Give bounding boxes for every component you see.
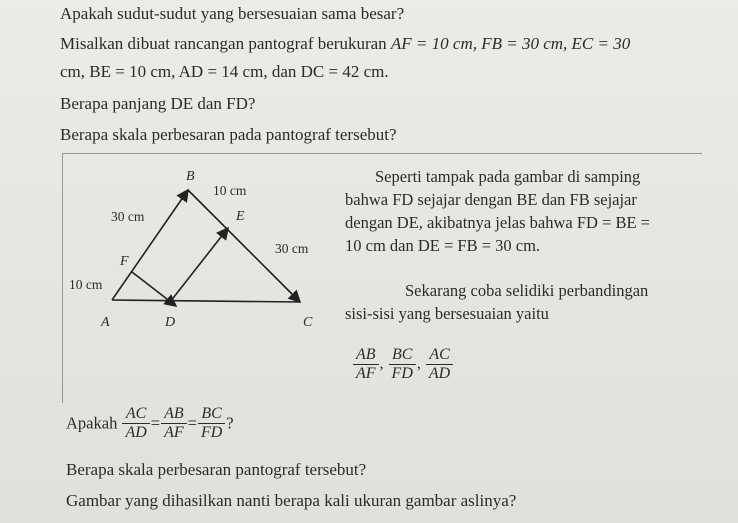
point-f: F [120,254,129,269]
explain-line-4: 10 cm dan DE = FB = 30 cm. [345,236,541,255]
explanation-paragraph-2 [345,279,700,325]
point-c: C [303,315,313,330]
point-e: E [236,209,245,224]
explain-line-1: Seperti tampak pada gambar di samping [375,167,641,186]
equals-1: = [150,413,161,433]
box-top-border [62,153,702,154]
question-pantograph-line1 [60,34,630,54]
ratio-sep-2: , [416,355,421,373]
pantograph-intro-text: Misalkan dibuat rancangan pantograf berukuran [60,34,387,53]
apakah-label: Apakah [66,413,118,433]
question-times-size: Gambar yang dihasilkan nanti berapa kali ukuran gambar aslinya? [66,491,517,510]
explain-line-6: sisi-sisi yang bersesuaian yaitu [345,304,549,323]
side-ab [112,190,188,300]
side-ac [112,300,300,302]
label-af: 10 cm [69,277,103,292]
explanation-paragraph-1 [345,165,700,257]
explain-line-5: Sekarang coba selidiki perbandingan [405,281,649,300]
question-mark: ? [226,413,234,433]
pantograph-measurements: AF = 10 cm, FB = 30 cm, EC = 30 [390,34,631,53]
eq-ratio-ab-af: $\frac{AB}{AF}$ [161,405,187,442]
ratios-list [352,346,454,383]
ratio-ac-ad: $\frac{AC}{AD}$ [426,346,453,383]
question-pantograph-line2: cm, BE = 10 cm, AD = 14 cm, dan DC = 42 cm. [60,62,389,81]
question-scale-2: Berapa skala perbesaran pantograf tersebut? [66,460,367,479]
point-b: B [186,169,195,184]
eq-ratio-ac-ad: $\frac{AC}{AD}$ [122,405,149,442]
question-scale: Berapa skala perbesaran pada pantograf tersebut? [60,125,397,144]
label-be: 10 cm [213,183,247,198]
segment-de [170,228,228,302]
point-d: D [165,315,176,330]
question-ratio-equality [66,405,234,442]
label-ec: 30 cm [275,241,309,256]
ratio-sep-1: , [379,355,384,373]
question-de-fd: Berapa panjang DE dan FD? [60,94,256,113]
point-a: A [101,315,110,330]
eq-ratio-bc-fd: $\frac{BC}{FD}$ [198,405,225,442]
explain-line-2: bahwa FD sejajar dengan BE dan FB sejajar [345,190,637,209]
ratio-bc-fd: $\frac{BC}{FD}$ [389,346,416,383]
explain-line-3: dengan DE, akibatnya jelas bahwa FD = BE = [345,213,650,232]
ratio-ab-af: $\frac{AB}{AF}$ [353,346,379,383]
label-fb: 30 cm [111,209,145,224]
question-angles: Apakah sudut-sudut yang bersesuaian sama besar? [60,4,405,23]
equals-2: = [187,413,197,433]
